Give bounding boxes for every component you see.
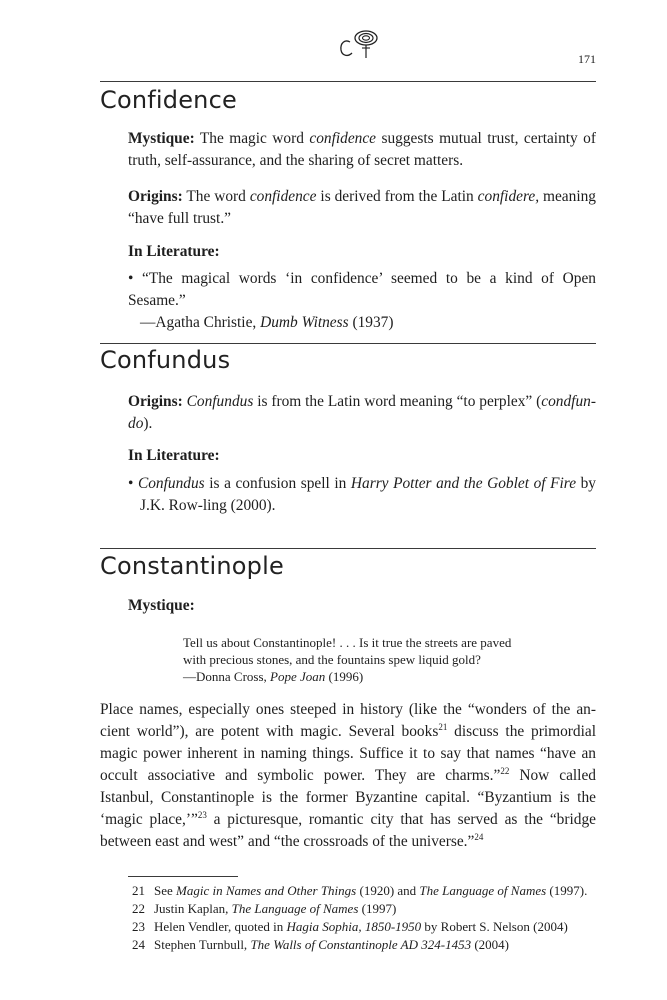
mystique-label: Mystique: [128, 130, 195, 147]
section-heading-confundus: Confundus [100, 346, 231, 374]
footnote: 21 See Magic in Names and Other Things (1920) and The Language of Names (1997). [132, 883, 588, 898]
confidence-literature-item: • “The magical words ‘in confidence’ seemed to be a kind of Open Sesame.” —Agatha Christie, Dumb Witness (1937) [128, 270, 596, 331]
origins-label: Origins: [128, 188, 183, 205]
section-rule [100, 81, 596, 82]
literature-label: In Literature: [128, 447, 220, 464]
footnote-rule [128, 876, 238, 877]
constantinople-body: Place names, especially ones steeped in history (like the “wonders of the an-cient world”), are potent with magic. Several books$^{21}$ discuss the primordial magic power inherent in naming things. Suffice it to say that names “have an occult associative and symbolic power. They are charms.”$^{22}$ Now called Istanbul, Constantinople is the former Byzantine capital. “Byzantium is the ‘magic place,’”$^{23}$ a picturesque, romantic city that has served as the “bridge between east and west” and “the crossroads of the universe.”$^{24}$ [100, 701, 597, 850]
page-number: 171 [578, 52, 596, 66]
footnote-ref[interactable]: 21 [438, 721, 448, 732]
footnote-ref[interactable]: 24 [474, 831, 484, 842]
ornament-icon [336, 26, 386, 62]
footnote: 22 Justin Kaplan, The Language of Names (1997) [132, 901, 397, 916]
block-quote: Tell us about Constantinople! . . . Is it true the streets are paved with precious stones, and the fountains spew liquid gold? —Donna Cross, Pope Joan (1996) [183, 634, 563, 685]
section-rule [100, 343, 596, 344]
section-rule [100, 548, 596, 549]
mystique-label: Mystique: [128, 597, 195, 614]
literature-label: In Literature: [128, 243, 220, 260]
confidence-origins: Origins: The word confidence is derived from the Latin confidere, meaning “have full trust.” [128, 188, 597, 227]
confidence-mystique: Mystique: The magic word confidence suggests mutual trust, certainty of truth, self-assurance, and the sharing of secret matters. [128, 130, 597, 169]
confundus-origins: Origins: Confundus is from the Latin word meaning “to perplex” (condfun-do). [128, 393, 596, 432]
origins-label: Origins: [128, 393, 183, 410]
bullet-icon: • [128, 270, 134, 287]
footnote: 23 Helen Vendler, quoted in Hagia Sophia, 1850-1950 by Robert S. Nelson (2004) [132, 919, 568, 934]
section-heading-confidence: Confidence [100, 86, 237, 114]
footnote-ref[interactable]: 23 [197, 809, 207, 820]
quote-attribution: —Donna Cross, Pope Joan (1996) [183, 669, 364, 684]
footnote-ref[interactable]: 22 [500, 765, 510, 776]
section-heading-constantinople: Constantinople [100, 552, 284, 580]
footnotes [132, 882, 602, 954]
footnote: 24 Stephen Turnbull, The Walls of Constantinople AD 324-1453 (2004) [132, 937, 510, 952]
confundus-literature-item: • Confundus is a confusion spell in Harry Potter and the Goblet of Fire by J.K. Row-ling (2000). [128, 475, 597, 514]
bullet-icon: • [128, 475, 134, 492]
